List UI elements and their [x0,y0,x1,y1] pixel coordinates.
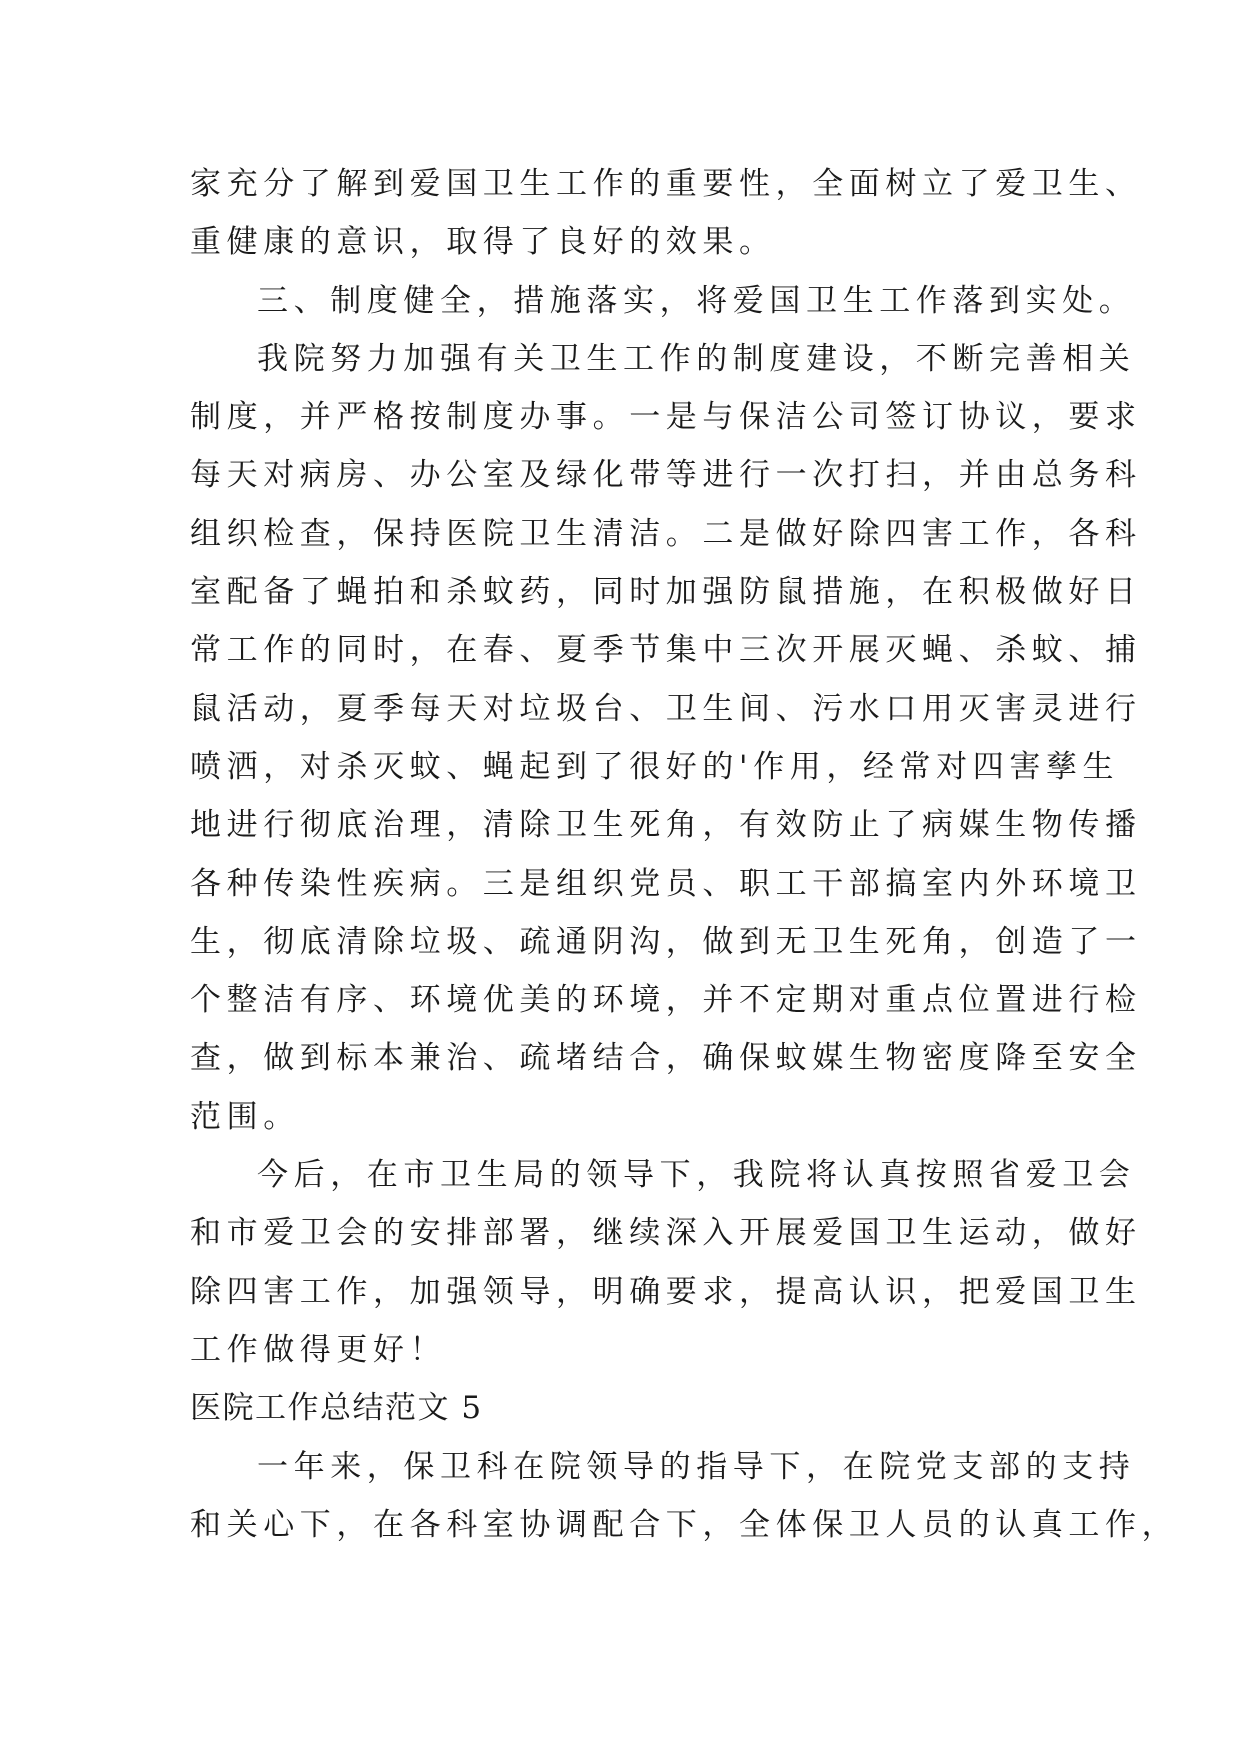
text-line: 每天对病房、办公室及绿化带等进行一次打扫，并由总务科 [190,457,1142,494]
text-line: 一年来，保卫科在院领导的指导下，在院党支部的支持 [257,1448,1136,1485]
text-line: 地进行彻底治理，清除卫生死角，有效防止了病媒生物传播 [190,807,1142,844]
text-line: 喷洒，对杀灭蚊、蝇起到了很好的'作用，经常对四害孳生 [190,748,1120,785]
section-heading: 三、制度健全，措施落实，将爱国卫生工作落到实处。 [257,282,1136,319]
text-line: 查，做到标本兼治、疏堵结合，确保蚊媒生物密度降至安全 [190,1040,1142,1077]
text-line: 我院努力加强有关卫生工作的制度建设，不断完善相关 [257,340,1136,377]
document-title: 医院工作总结范文 5 [190,1390,483,1427]
text-line: 范围。 [190,1098,300,1135]
text-line: 家充分了解到爱国卫生工作的重要性，全面树立了爱卫生、 [190,166,1142,202]
text-line: 今后，在市卫生局的领导下，我院将认真按照省爱卫会 [257,1157,1136,1194]
text-line: 和市爱卫会的安排部署，继续深入开展爱国卫生运动，做好 [190,1215,1142,1252]
text-line: 常工作的同时，在春、夏季节集中三次开展灭蝇、杀蚊、捕 [190,632,1142,669]
document-body [190,155,1179,1554]
text-line: 生，彻底清除垃圾、疏通阴沟，做到无卫生死角，创造了一 [190,923,1142,960]
text-line: 除四害工作，加强领导，明确要求，提高认识，把爱国卫生 [190,1273,1142,1310]
text-line: 制度，并严格按制度办事。一是与保洁公司签订协议，要求 [190,399,1142,436]
text-line: 各种传染性疾病。三是组织党员、职工干部搞室内外环境卫 [190,865,1142,902]
text-line: 重健康的意识，取得了良好的效果。 [190,224,776,261]
text-line: 个整洁有序、环境优美的环境，并不定期对重点位置进行检 [190,982,1142,1019]
text-line: 组织检查，保持医院卫生清洁。二是做好除四害工作，各科 [190,515,1142,552]
text-line: 鼠活动，夏季每天对垃圾台、卫生间、污水口用灭害灵进行 [190,690,1142,727]
text-line: 室配备了蝇拍和杀蚊药，同时加强防鼠措施，在积极做好日 [190,574,1142,611]
text-line: 工作做得更好！ [190,1331,447,1368]
text-line: 和关心下，在各科室协调配合下，全体保卫人员的认真工作， [190,1506,1179,1543]
